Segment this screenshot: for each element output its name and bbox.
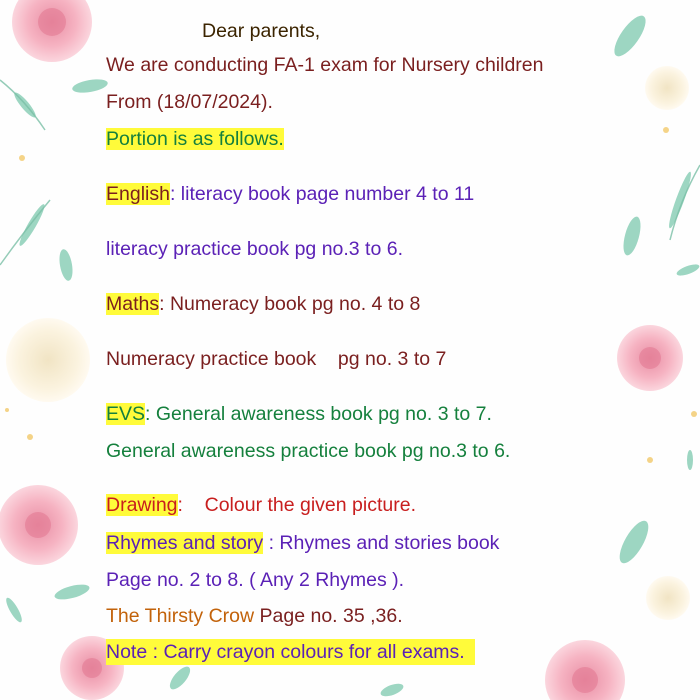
- drawing-line: Drawing: Colour the given picture.: [106, 494, 416, 516]
- leaf-icon: [379, 681, 405, 699]
- leaf-icon: [675, 262, 700, 278]
- drawing-label: Drawing: [106, 494, 178, 516]
- thirsty-crow-line: The Thirsty Crow Page no. 35 ,36.: [106, 605, 403, 627]
- rose-icon: [545, 640, 625, 700]
- leaf-icon: [4, 596, 25, 624]
- leaf-icon: [614, 517, 654, 568]
- english-line-2: literacy practice book pg no.3 to 6.: [106, 238, 404, 260]
- note-line: Note : Carry crayon colours for all exams.: [106, 640, 475, 664]
- portion-heading: Portion is as follows.: [106, 128, 284, 150]
- rhymes-label: Rhymes and story: [106, 532, 264, 554]
- leaf-icon: [666, 170, 694, 229]
- cream-rose-icon: [6, 318, 90, 402]
- leaf-icon: [166, 663, 193, 692]
- rose-icon: [617, 325, 683, 391]
- english-line: English: literacy book page number 4 to 11: [106, 183, 475, 205]
- rhymes-line: Rhymes and story : Rhymes and stories book: [106, 532, 500, 554]
- rhymes-line-2: Page no. 2 to 8. ( Any 2 Rhymes ).: [106, 569, 405, 591]
- english-label: English: [106, 183, 170, 205]
- date-line: From (18/07/2024).: [106, 91, 273, 113]
- evs-line: EVS: General awareness book pg no. 3 to 7.: [106, 403, 492, 425]
- leaf-icon: [57, 248, 74, 282]
- cream-rose-icon: [645, 66, 689, 110]
- thirsty-crow-label: The Thirsty Crow: [106, 605, 255, 627]
- intro-line: We are conducting FA-1 exam for Nursery children: [106, 54, 544, 76]
- leaf-icon: [687, 450, 693, 470]
- leaf-icon: [53, 582, 91, 603]
- cream-rose-icon: [646, 576, 690, 620]
- evs-line-2: General awareness practice book pg no.3 to 6.: [106, 440, 511, 462]
- leaf-icon: [620, 215, 644, 257]
- leaf-icon: [71, 77, 109, 95]
- greeting: Dear parents,: [202, 20, 321, 42]
- leaf-icon: [609, 11, 651, 61]
- rose-icon: [12, 0, 92, 62]
- maths-line: Maths: Numeracy book pg no. 4 to 8: [106, 293, 421, 315]
- maths-label: Maths: [106, 293, 160, 315]
- evs-label: EVS: [106, 403, 146, 425]
- rose-icon: [0, 485, 78, 565]
- maths-line-2: Numeracy practice book pg no. 3 to 7: [106, 348, 447, 370]
